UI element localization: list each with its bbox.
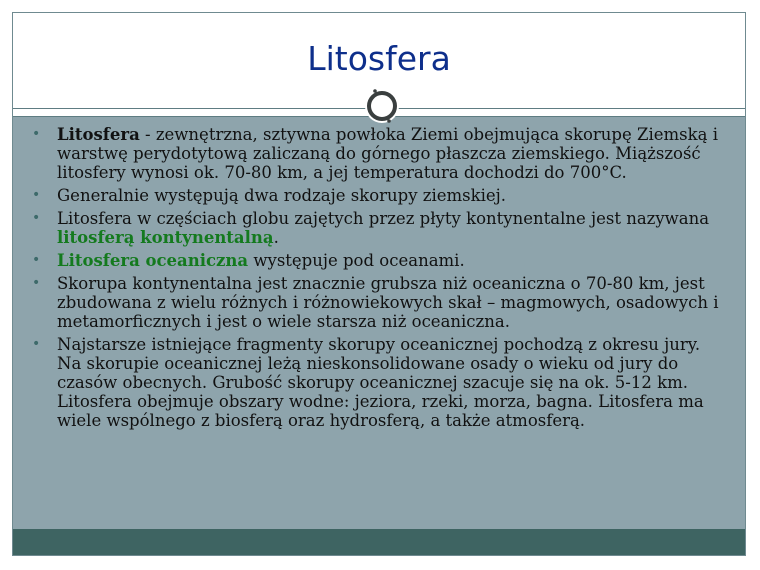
term-litosfera-oceaniczna: Litosfera oceaniczna [57, 251, 249, 270]
ring-ornament-icon [363, 87, 401, 125]
bullet-text-end: . [273, 228, 279, 247]
list-item [29, 125, 729, 182]
slide-title: Litosfera [307, 39, 451, 78]
bullet-text: Skorupa kontynentalna jest znacznie grubsza niż oceaniczna o 70-80 km, jest zbudowana z wielu różnych i różnowiekowych skał – magmowych, osadowych i metamorficznych i jest o wiele starsza niż oceaniczna. [57, 274, 719, 331]
bullet-icon: • [32, 275, 41, 291]
content-panel [13, 117, 745, 533]
list-item [29, 335, 729, 430]
list-item [29, 209, 729, 247]
bullet-text: Najstarsze istniejące fragmenty skorupy oceanicznej pochodzą z okresu jury. Na skorupie oceanicznej leżą nieskonsolidowane osady o wieku od jury do czasów obecnych. Grubość skorupy oceanicznej szacuje się na ok. 5-12 km. Litosfera obejmuje obszary wodne: jeziora, rzeki, morza, bagna. Litosfera ma wiele wspólnego z biosferą oraz hydrosferą, a także atmosferą. [57, 335, 704, 430]
list-item [29, 274, 729, 331]
slide [12, 12, 746, 556]
list-item [29, 186, 729, 205]
bullet-icon: • [32, 187, 41, 203]
bullet-text: Generalnie występują dwa rodzaje skorupy ziemskiej. [57, 186, 507, 205]
footer-band [13, 529, 745, 555]
bullet-list [29, 125, 729, 434]
term-litosfera-kontynentalna: litosferą kontynentalną [57, 228, 274, 247]
bullet-icon: • [32, 126, 41, 142]
bullet-text: - zewnętrzna, sztywna powłoka Ziemi obejmująca skorupę Ziemską i warstwę perydotytową zaliczaną do górnego płaszcza ziemskiego. Miąższość litosfery wynosi ok. 70-80 km, a jej temperatura dochodzi do 700°C. [57, 125, 718, 182]
bullet-icon: • [32, 210, 41, 226]
bullet-icon: • [32, 336, 41, 352]
bullet-text: występuje pod oceanami. [248, 251, 465, 270]
list-item [29, 251, 729, 270]
term-litosfera: Litosfera [57, 125, 140, 144]
bullet-text: Litosfera w częściach globu zajętych przez płyty kontynentalne jest nazywana [57, 209, 710, 228]
bullet-icon: • [32, 252, 41, 268]
